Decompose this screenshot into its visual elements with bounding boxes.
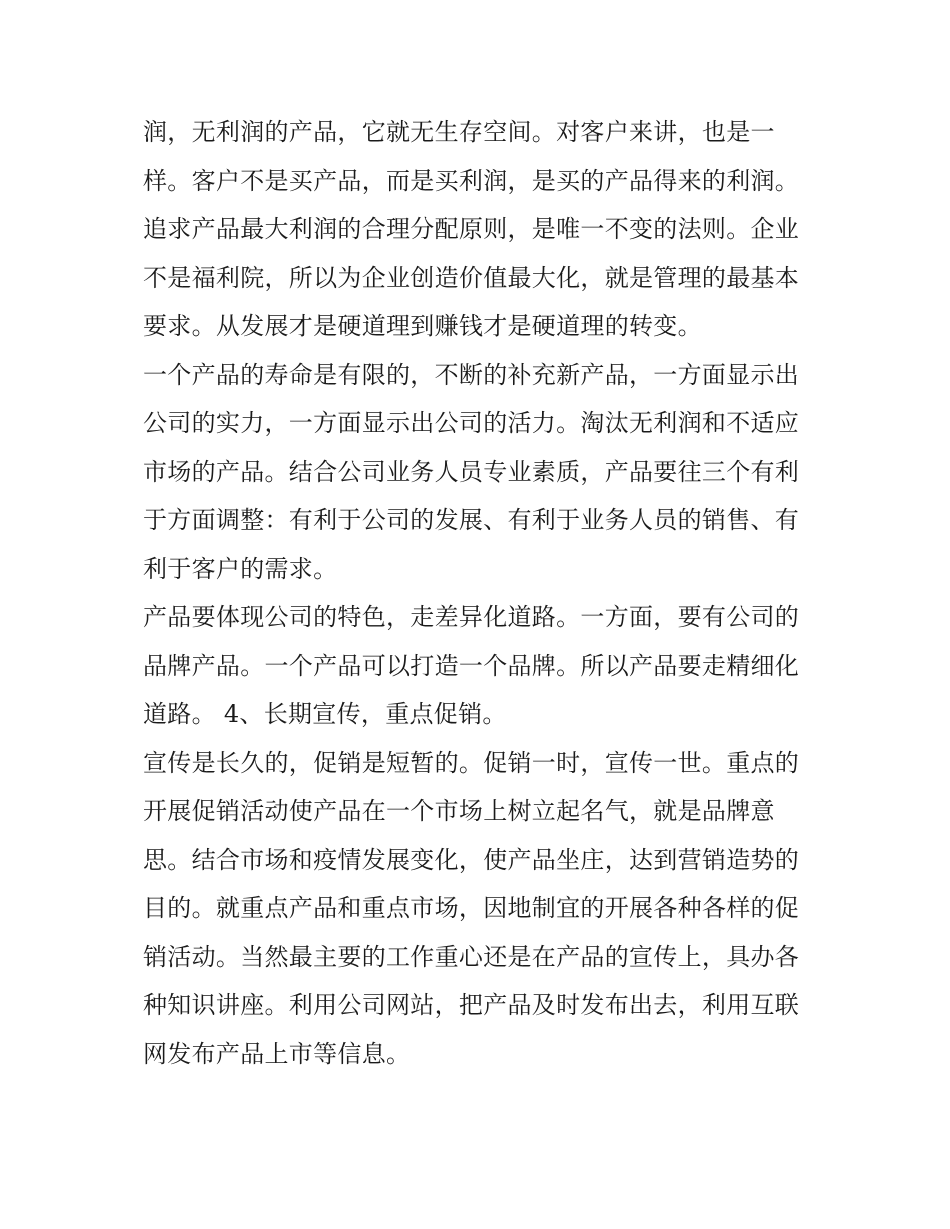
text-line: 开展促销活动使产品在一个市场上树立起名气，就是品牌意 <box>143 797 775 825</box>
text-line: 产品要体现公司的特色，走差异化道路。一方面，要有公司的 <box>143 603 800 631</box>
text-line: 网发布产品上市等信息。 <box>143 1039 411 1068</box>
text-line: 样。客户不是买产品，而是买利润，是买的产品得来的利润。 <box>143 166 800 195</box>
text-line: 要求。从发展才是硬道理到赚钱才是硬道理的转变。 <box>143 312 702 340</box>
text-line: 公司的实力，一方面显示出公司的活力。淘汰无利润和不适应 <box>143 409 800 437</box>
text-line: 种知识讲座。利用公司网站，把产品及时发布出去，利用互联 <box>143 991 800 1019</box>
text-line: 道路。 4、长期宣传，重点促销。 <box>143 700 507 728</box>
text-line: 不是福利院，所以为企业创造价值最大化，就是管理的最基本 <box>143 263 800 292</box>
text-line: 一个产品的寿命是有限的，不断的补充新产品，一方面显示出 <box>143 360 800 389</box>
text-line: 目的。就重点产品和重点市场，因地制宜的开展各种各样的促 <box>143 894 800 922</box>
text-line: 销活动。当然最主要的工作重心还是在产品的宣传上，具办各 <box>143 942 800 971</box>
text-line: 利于客户的需求。 <box>143 554 338 583</box>
text-line: 润，无利润的产品，它就无生存空间。对客户来讲，也是一 <box>143 118 775 146</box>
body-text <box>143 108 813 1078</box>
text-line: 追求产品最大利润的合理分配原则，是唯一不变的法则。企业 <box>143 215 800 243</box>
text-line: 市场的产品。结合公司业务人员专业素质，产品要往三个有利 <box>143 457 800 486</box>
text-line: 宣传是长久的，促销是短暂的。促销一时，宣传一世。重点的 <box>143 748 800 777</box>
text-line: 于方面调整：有利于公司的发展、有利于业务人员的销售、有 <box>143 506 800 534</box>
text-line: 品牌产品。一个产品可以打造一个品牌。所以产品要走精细化 <box>143 651 800 680</box>
text-line: 思。结合市场和疫情发展变化，使产品坐庄，达到营销造势的 <box>143 845 800 874</box>
